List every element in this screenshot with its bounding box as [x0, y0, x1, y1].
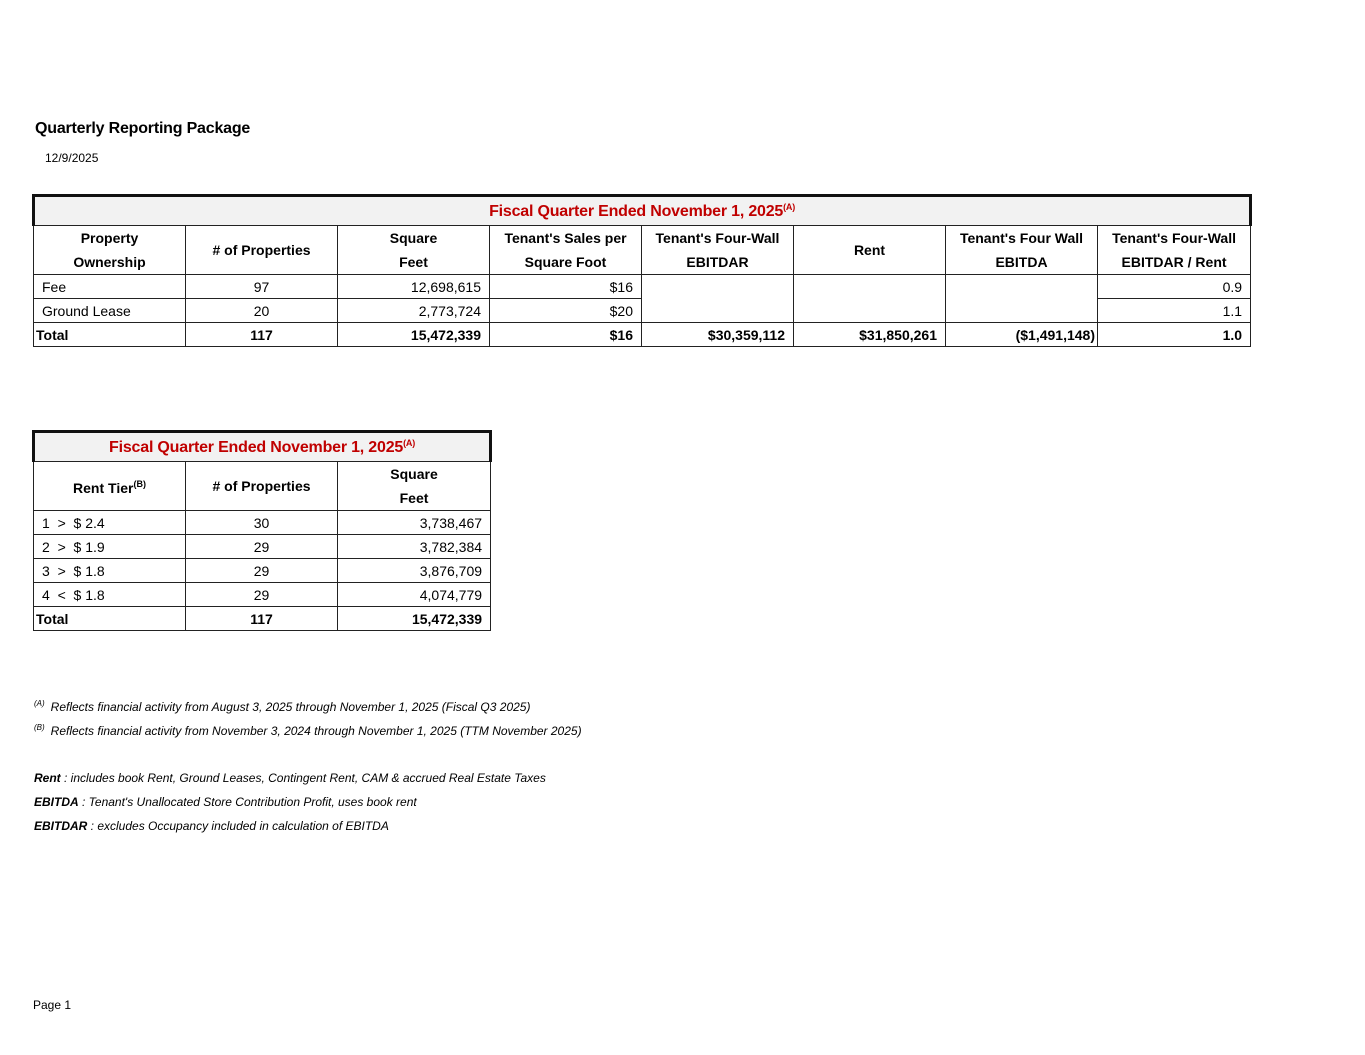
cell-square-feet: 3,738,467 [338, 511, 491, 535]
page-number: Page 1 [33, 998, 72, 1012]
cell-ownership: Fee [34, 275, 186, 299]
col-header-num-properties: # of Properties [186, 462, 338, 511]
page-title: Quarterly Reporting Package [35, 120, 251, 137]
cell-properties: 117 [186, 607, 338, 631]
cell-square-feet: 2,773,724 [338, 299, 490, 323]
cell-rent-merged [794, 275, 946, 323]
col-header-ebitdar-rent: Tenant's Four-Wall EBITDAR / Rent [1098, 226, 1251, 275]
cell-square-feet: 3,876,709 [338, 559, 491, 583]
rent-tier-table-banner: Fiscal Quarter Ended November 1, $2025^{(A)}$ [34, 432, 491, 462]
col-header-ebitdar: Tenant's Four-Wall EBITDAR [642, 226, 794, 275]
cell-ownership: Total [34, 323, 186, 347]
table-row [34, 511, 491, 535]
cell-square-feet: 15,472,339 [338, 607, 491, 631]
col-header-rent-tier: Rent Tier$^{(B)}$ [34, 462, 186, 511]
col-header-square-feet: Square Feet [338, 226, 490, 275]
cell-ebitda: ($1,491,148) [946, 323, 1098, 347]
cell-properties: 29 [186, 559, 338, 583]
cell-sales-psf: $16 [490, 275, 642, 299]
cell-ebitda-merged [946, 275, 1098, 323]
ownership-table-banner: Fiscal Quarter Ended November 1, $2025^{(A)}$ [34, 196, 1251, 226]
cell-square-feet: 15,472,339 [338, 323, 490, 347]
cell-properties: 29 [186, 583, 338, 607]
cell-tier: 2 > $ 1.9 [34, 535, 186, 559]
ownership-table [32, 194, 1252, 347]
cell-sales-psf: $20 [490, 299, 642, 323]
cell-properties: 30 [186, 511, 338, 535]
rent-tier-table [32, 430, 492, 631]
cell-tier: 3 > $ 1.8 [34, 559, 186, 583]
table-row [34, 559, 491, 583]
col-header-square-feet: Square Feet [338, 462, 491, 511]
total-row [34, 607, 491, 631]
cell-ebitdar: $30,359,112 [642, 323, 794, 347]
cell-ownership: Ground Lease [34, 299, 186, 323]
cell-properties: 20 [186, 299, 338, 323]
total-row [34, 323, 1251, 347]
table-row [34, 583, 491, 607]
col-header-rent: Rent [794, 226, 946, 275]
table-row [34, 275, 1251, 299]
cell-properties: 117 [186, 323, 338, 347]
col-header-num-properties: # of Properties [186, 226, 338, 275]
col-header-property-ownership: Property Ownership [34, 226, 186, 275]
cell-square-feet: 12,698,615 [338, 275, 490, 299]
definition-rent: Rent : includes book Rent, Ground Leases, Contingent Rent, CAM & accrued Real Estate Taxes [34, 771, 546, 785]
cell-ebitdar-merged [642, 275, 794, 323]
cell-rent: $31,850,261 [794, 323, 946, 347]
cell-tier: Total [34, 607, 186, 631]
col-header-sales-psf: Tenant's Sales per Square Foot [490, 226, 642, 275]
cell-properties: 97 [186, 275, 338, 299]
report-date: 12/9/2025 [45, 151, 99, 165]
cell-ebitdar-rent: 1.1 [1098, 299, 1251, 323]
cell-square-feet: 4,074,779 [338, 583, 491, 607]
cell-tier: 1 > $ 2.4 [34, 511, 186, 535]
footnote-a: $^{(A)}$ Reflects financial activity from August 3, 2025 through November 1, 2025 (Fiscal Q3 2025) [34, 699, 531, 714]
definition-ebitda: EBITDA : Tenant's Unallocated Store Contribution Profit, uses book rent [34, 795, 417, 809]
cell-ebitdar-rent: 0.9 [1098, 275, 1251, 299]
cell-square-feet: 3,782,384 [338, 535, 491, 559]
footnote-b: $^{(B)}$ Reflects financial activity from November 3, 2024 through November 1, 2025 (TTM November 2025) [34, 723, 582, 738]
cell-ebitdar-rent: 1.0 [1098, 323, 1251, 347]
col-header-ebitda: Tenant's Four Wall EBITDA [946, 226, 1098, 275]
cell-sales-psf: $16 [490, 323, 642, 347]
ownership-table-header-row [34, 226, 1251, 275]
rent-tier-header-row [34, 462, 491, 511]
cell-tier: 4 < $ 1.8 [34, 583, 186, 607]
definition-ebitdar: EBITDAR : excludes Occupancy included in calculation of EBITDA [34, 819, 389, 833]
cell-properties: 29 [186, 535, 338, 559]
table-row [34, 535, 491, 559]
